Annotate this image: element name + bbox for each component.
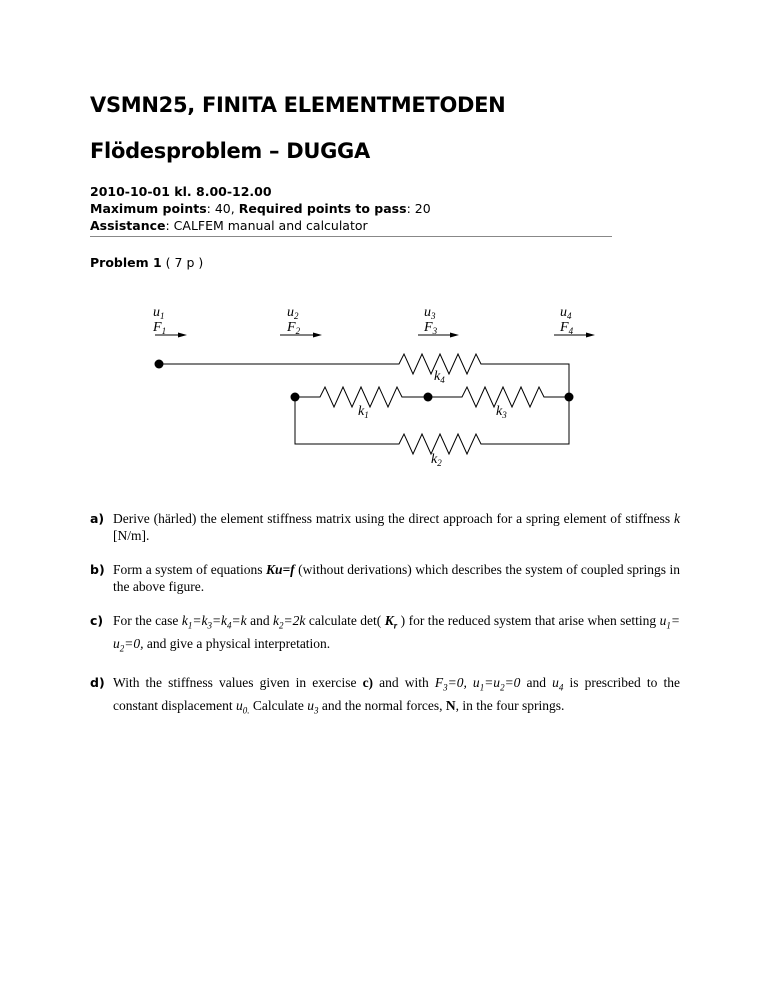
subquestions [90, 510, 680, 737]
f3-label: $F_3$ [424, 320, 438, 336]
problem-points: ( 7 p ) [161, 255, 204, 270]
question-d: d) With the stiffness values given in exercise c) and with $F_3=0$, $u_1=u_2=0$ and $u_4$ is prescribed to the constant displacement $u_{0.}$ Calculate $u_3$ and the normal forces, N, in the four springs. [90, 675, 680, 716]
node-4 [565, 393, 574, 402]
max-points-label: Maximum points [90, 201, 207, 216]
spring-k2 [295, 397, 569, 454]
points-line [90, 200, 431, 217]
course-title: VSMN25, FINITA ELEMENTMETODEN [90, 93, 506, 117]
problem-label: Problem 1 [90, 255, 162, 270]
problem-heading [90, 255, 203, 270]
u3-label: $u_3$ [424, 305, 436, 321]
k2-label: $k_2$ [431, 452, 442, 468]
question-b: b) Form a system of equations Ku=f (without derivations) which describes the system of coupled springs in the above figure. [90, 562, 681, 594]
k4-label: $k_4$ [434, 369, 445, 385]
spring-k4 [159, 354, 569, 397]
node-3 [424, 393, 433, 402]
spring-diagram [0, 290, 768, 480]
k3-label: $k_3$ [496, 404, 507, 420]
u4-label: $u_4$ [560, 305, 572, 321]
header-divider [90, 236, 612, 237]
f1-label: $F_1$ [153, 320, 167, 336]
question-a-tag: a) [90, 511, 105, 526]
f2-label: $F_2$ [287, 320, 301, 336]
exam-title: Flödesproblem – DUGGA [90, 139, 370, 163]
assistance-value: : CALFEM manual and calculator [165, 218, 368, 233]
node-2 [291, 393, 300, 402]
required-points-value: : 20 [406, 201, 431, 216]
u1-label: $u_1$ [153, 305, 165, 321]
question-d-tag: d) [90, 675, 105, 691]
assistance-label: Assistance [90, 218, 166, 233]
assistance-line [90, 217, 431, 234]
date-time [90, 183, 431, 200]
question-b-tag: b) [90, 562, 105, 577]
required-points-label: Required points to pass [238, 201, 407, 216]
f4-label: $F_4$ [560, 320, 574, 336]
question-c-tag: c) [90, 613, 104, 628]
question-a: a) Derive (härled) the element stiffness matrix using the direct approach for a spring element of stiffness k [N/m]. [90, 511, 680, 543]
spring-system-figure [0, 290, 768, 480]
date-time-text: 2010-10-01 kl. 8.00-12.00 [90, 184, 272, 199]
exam-meta [90, 183, 431, 234]
node-1 [155, 360, 164, 369]
u2-label: $u_2$ [287, 305, 299, 321]
k1-label: $k_1$ [358, 404, 369, 420]
question-c: c) For the case $k_1=k_3=k_4=k$ and $k_2=2k$ calculate det( $K_r$ ) for the reduced system that arise when setting $u_1= u_2=0$, and give a physical interpretation. [90, 613, 680, 654]
max-points-value: : 40, [206, 201, 239, 216]
